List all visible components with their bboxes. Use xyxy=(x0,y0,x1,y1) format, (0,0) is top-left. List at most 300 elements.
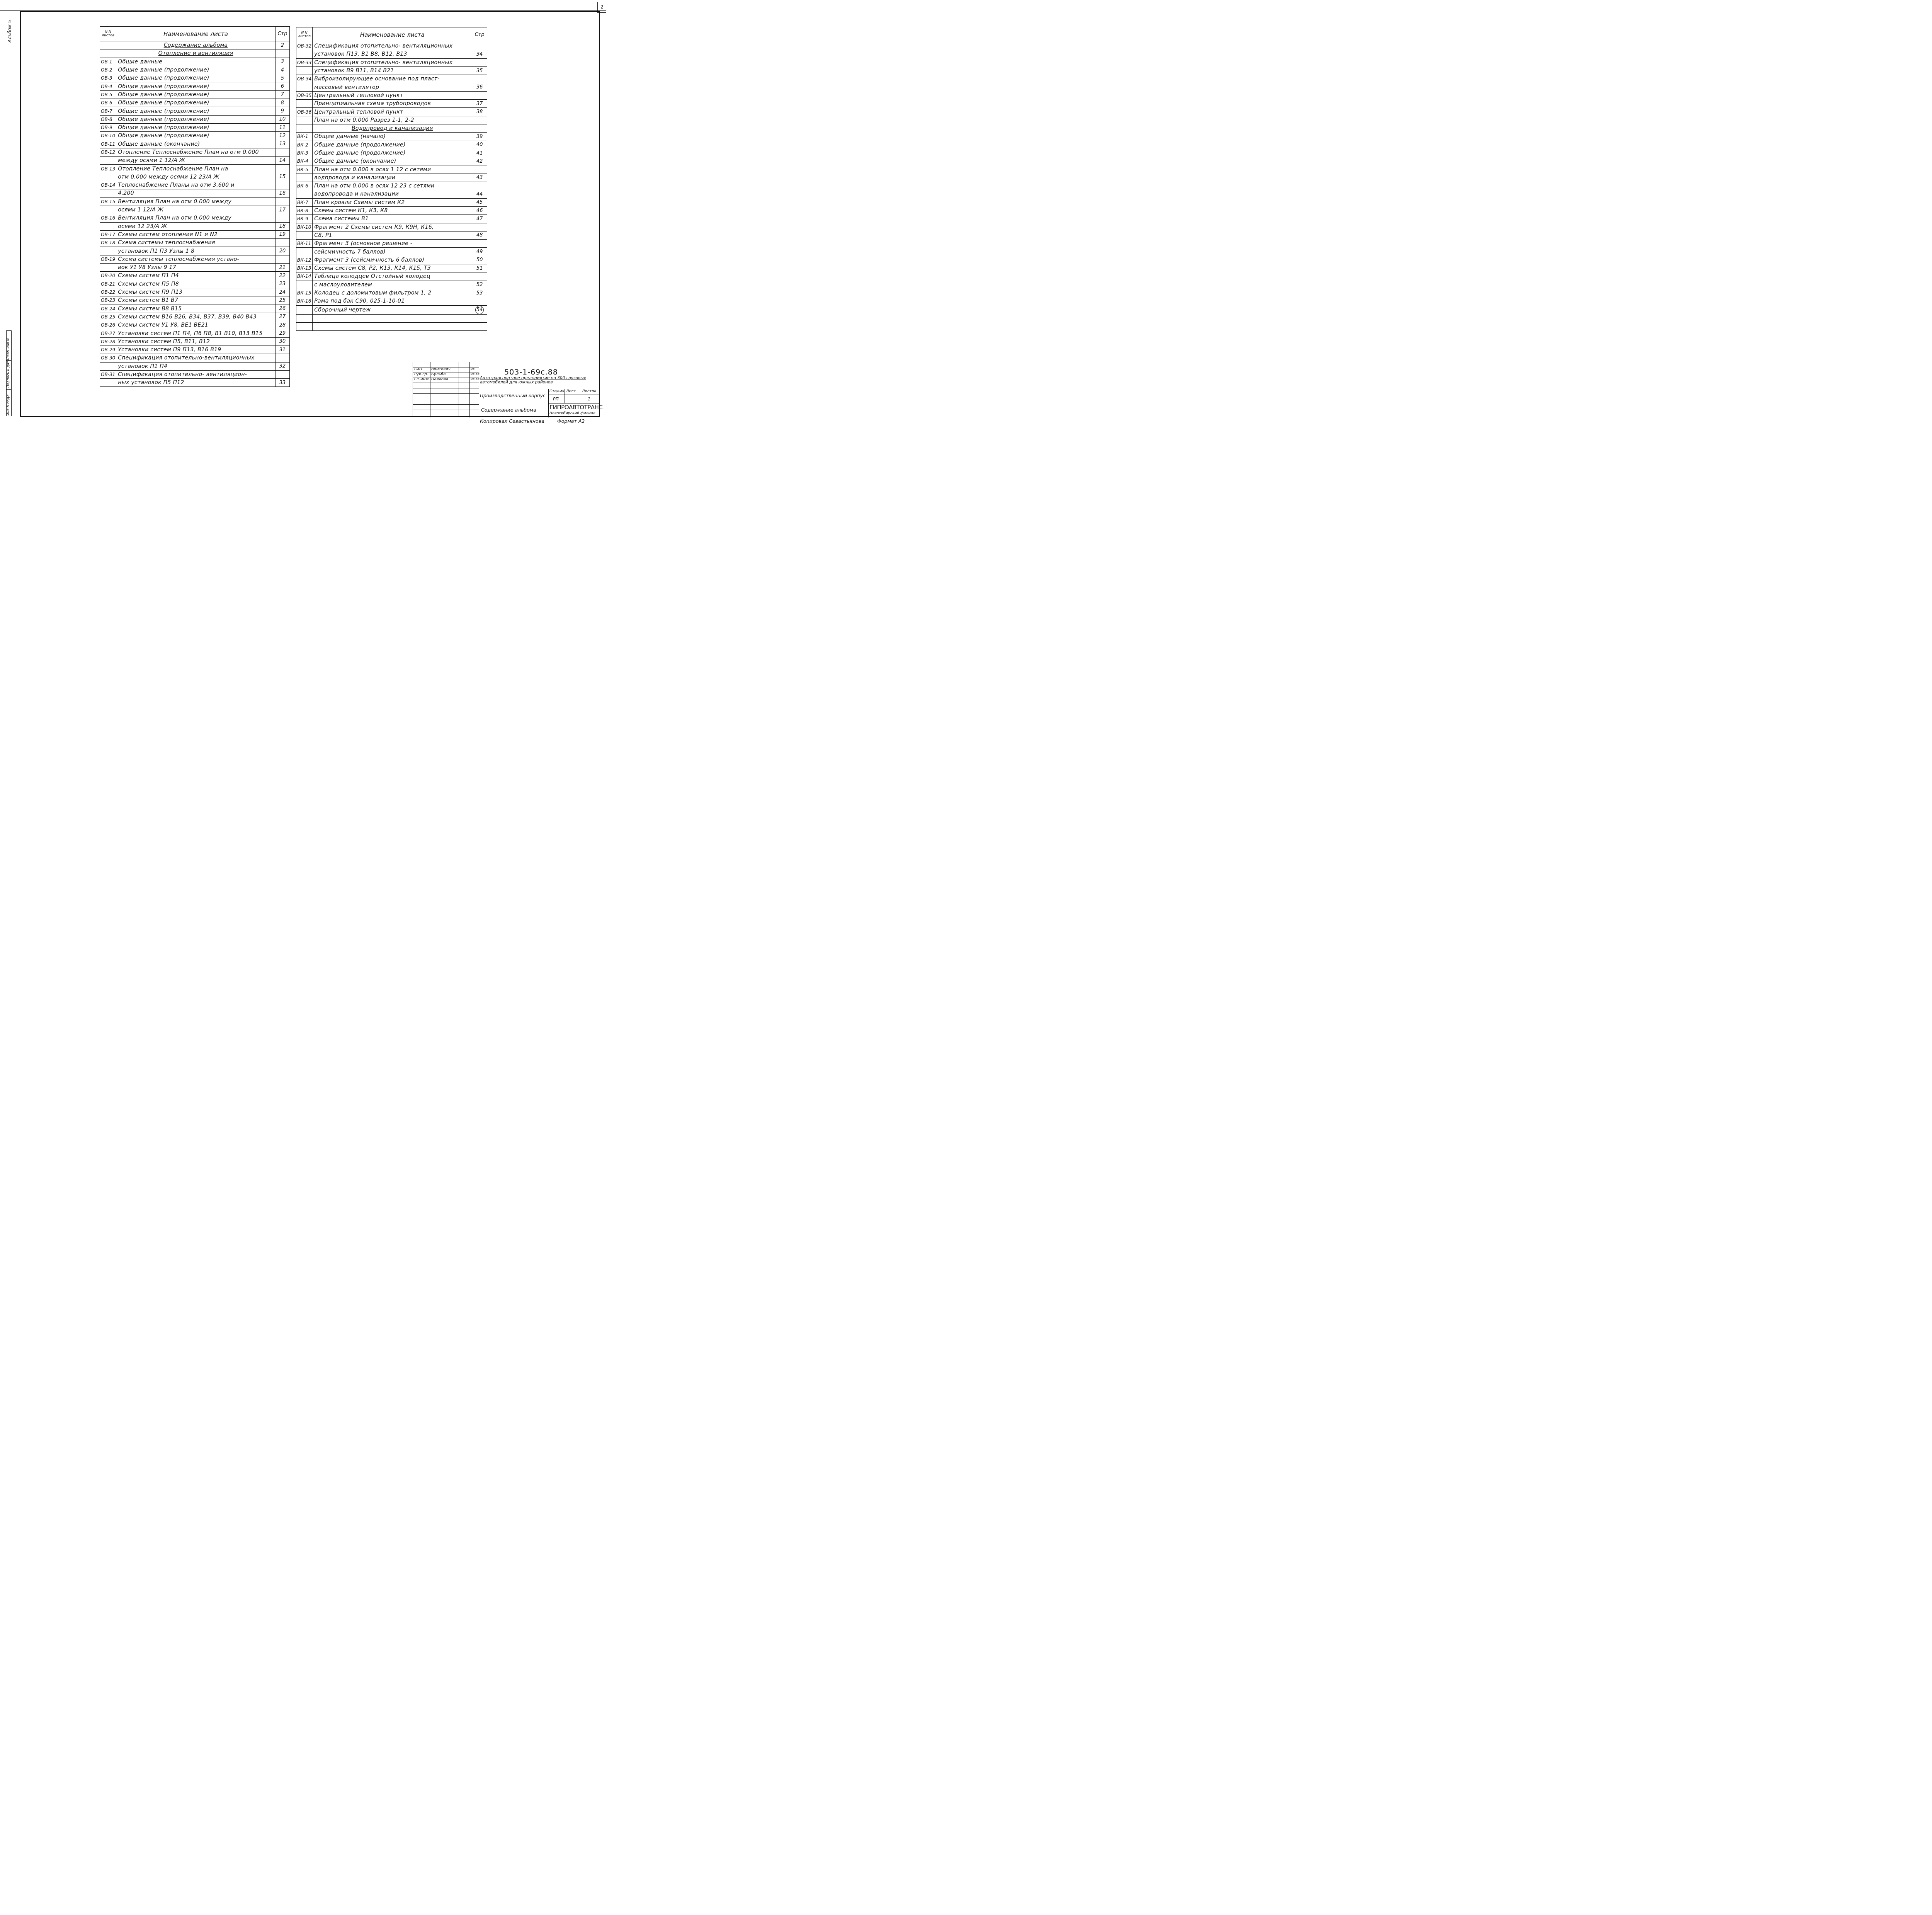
page-number-cell: 29 xyxy=(275,329,289,337)
sheet-code: ОВ-28 xyxy=(100,337,116,346)
sheet-code: ОВ-35 xyxy=(296,91,313,99)
sheet-name: Схема системы теплоснабжения устано- xyxy=(116,255,276,263)
sheet-code: ОВ-11 xyxy=(100,140,116,148)
page-number-cell: 37 xyxy=(472,100,487,108)
page-number-cell: 53 xyxy=(472,289,487,297)
table-row xyxy=(100,313,290,321)
page-number-cell: 19 xyxy=(275,230,289,238)
page-header: Стр xyxy=(472,27,487,42)
page-number-cell xyxy=(275,148,289,156)
table-row xyxy=(100,354,290,362)
sheet-name: Схемы систем В8 В15 xyxy=(116,305,276,313)
page-number-cell: 20 xyxy=(275,247,289,255)
sheet-code: ОВ-3 xyxy=(100,74,116,82)
page-number-cell xyxy=(275,214,289,222)
table-row xyxy=(100,115,290,123)
page-number-cell xyxy=(472,75,487,83)
sheet-name: Вентиляция План на отм 0.000 между xyxy=(116,214,276,222)
sheet-name: Центральный тепловой пункт xyxy=(313,91,472,99)
page-number-cell xyxy=(472,314,487,322)
table-row xyxy=(100,362,290,370)
table-row xyxy=(296,314,487,322)
sheet-code: ОВ-10 xyxy=(100,132,116,140)
table-row xyxy=(100,272,290,280)
role-rukgr: Рук.гр. xyxy=(414,372,428,376)
page-number-cell xyxy=(275,165,289,173)
page-number-cell: 22 xyxy=(275,272,289,280)
page-number-cell xyxy=(275,370,289,378)
page-number-cell xyxy=(472,322,487,330)
sheet-name xyxy=(313,314,472,322)
sheet-code: ВК-16 xyxy=(296,297,313,305)
table-row xyxy=(100,165,290,173)
sheet-name: Отопление Теплоснабжение План на отм 0.000 xyxy=(116,148,276,156)
sheet-code xyxy=(100,206,116,214)
page-number-cell: 5 xyxy=(275,74,289,82)
table-row xyxy=(296,91,487,99)
table-row xyxy=(296,223,487,231)
page-number-cell: 26 xyxy=(275,305,289,313)
album-label: Альбом 5 xyxy=(7,20,12,43)
page-number-cell xyxy=(472,240,487,248)
page-number-cell: 45 xyxy=(472,198,487,206)
sheet-name: План кровли Схемы систем К2 xyxy=(313,198,472,206)
table-row xyxy=(100,66,290,74)
table-row xyxy=(100,181,290,189)
table-row xyxy=(100,239,290,247)
table-row xyxy=(100,90,290,99)
page-number-cell xyxy=(472,182,487,190)
page-number-cell: 25 xyxy=(275,296,289,305)
sheet-code: ОВ-9 xyxy=(100,123,116,131)
sheet-code: ОВ-12 xyxy=(100,148,116,156)
page-number-cell: 40 xyxy=(472,141,487,149)
page-number: 2 xyxy=(600,4,604,10)
sheet-name: Схема системы теплоснабжения xyxy=(116,239,276,247)
circled-page-number: 54 xyxy=(475,306,484,314)
sheet-name: осями 1 12/А Ж xyxy=(116,206,276,214)
table-row xyxy=(100,337,290,346)
table-row xyxy=(296,240,487,248)
page-header: Стр xyxy=(275,27,289,41)
table-row xyxy=(100,197,290,206)
sheet-code: ОВ-31 xyxy=(100,370,116,378)
page-number-cell: 11 xyxy=(275,123,289,131)
table-row xyxy=(296,281,487,289)
sheet-code xyxy=(100,222,116,230)
sheet-name: 4.200 xyxy=(116,189,276,197)
sheet-name: Центральный тепловой пункт xyxy=(313,108,472,116)
sheet-name: сейсмичность 7 баллов) xyxy=(313,248,472,256)
sheet-code xyxy=(100,41,116,49)
page-number-cell xyxy=(472,297,487,305)
sheet-name: Рама под бак С90, 025-1-10-01 xyxy=(313,297,472,305)
sheet-name: с маслоуловителем xyxy=(313,281,472,289)
organization: ГИПРОАВТОТРАНС xyxy=(549,404,603,411)
table-row xyxy=(296,66,487,75)
sheet-name: водопровода и канализации xyxy=(313,190,472,198)
table-row xyxy=(296,190,487,198)
role-stinzh: Ст.инж xyxy=(414,377,429,381)
sheet-code: ОВ-33 xyxy=(296,58,313,66)
sheet-code: ОВ-17 xyxy=(100,230,116,238)
sheet-code: ОВ-16 xyxy=(100,214,116,222)
title-block xyxy=(413,362,603,417)
page-number-cell: 32 xyxy=(275,362,289,370)
table-row xyxy=(100,379,290,387)
table-row xyxy=(100,230,290,238)
sheet-name: Общие данные (продолжение) xyxy=(116,66,276,74)
page-number-cell xyxy=(472,42,487,50)
table-row xyxy=(100,255,290,263)
page-number-cell xyxy=(275,255,289,263)
table-row xyxy=(296,215,487,223)
page-number-cell: 21 xyxy=(275,264,289,272)
page-number-cell: 16 xyxy=(275,189,289,197)
sheet-title: Содержание альбома xyxy=(481,407,536,413)
page-number-cell: 39 xyxy=(472,133,487,141)
sheet-name: Схемы систем В1 В7 xyxy=(116,296,276,305)
sheet-code: ВК-2 xyxy=(296,141,313,149)
sheet-code: ОВ-8 xyxy=(100,115,116,123)
sheet-code: ВК-12 xyxy=(296,256,313,264)
sheet-code xyxy=(296,231,313,239)
tb-rule xyxy=(413,393,479,394)
table-row xyxy=(296,231,487,239)
table-row xyxy=(100,140,290,148)
table-row xyxy=(296,206,487,214)
page-number-cell: 4 xyxy=(275,66,289,74)
sheet-code xyxy=(100,49,116,58)
branch: Новосибирский филиал xyxy=(549,411,595,415)
tb-rule xyxy=(469,362,470,417)
sheet-name: Схемы систем К1, К3, К8 xyxy=(313,206,472,214)
sheet-name: установок В9 В11, В14 В21 xyxy=(313,66,472,75)
table-row xyxy=(296,272,487,281)
table-row xyxy=(100,288,290,296)
table-row xyxy=(100,74,290,82)
sheet-name: Теплоснабжение Планы на отм 3.600 и xyxy=(116,181,276,189)
sheet-code: ОВ-4 xyxy=(100,82,116,90)
sheet-name: Сборочный чертеж xyxy=(313,305,472,314)
sheet-code: ВК-10 xyxy=(296,223,313,231)
table-row xyxy=(296,248,487,256)
sheet-name: Фрагмент 3 (сейсмичность 6 баллов) xyxy=(313,256,472,264)
sheet-name: Общие данные (продолжение) xyxy=(116,74,276,82)
table-row xyxy=(100,82,290,90)
sheet-name: Колодец с доломитовым фильтром 1, 2 xyxy=(313,289,472,297)
sheet-code xyxy=(100,264,116,272)
sheet-code: ВК-11 xyxy=(296,240,313,248)
sheet-code: ОВ-15 xyxy=(100,197,116,206)
sheet-code: ОВ-21 xyxy=(100,280,116,288)
project-title: Автотранспортное предприятие на 300 грузовых автомобилей для южных районов xyxy=(480,376,586,385)
sheet-code xyxy=(100,189,116,197)
page-number-cell: 24 xyxy=(275,288,289,296)
table-row xyxy=(296,182,487,190)
sheet-name: Схемы систем П5 П8 xyxy=(116,280,276,288)
sheet-name: Установки систем П9 П13, В16 В19 xyxy=(116,346,276,354)
sheet-code: ОВ-36 xyxy=(296,108,313,116)
sheet-code: ОВ-7 xyxy=(100,107,116,115)
sheet-name: Вентиляция План на отм 0.000 между xyxy=(116,197,276,206)
sheet-code xyxy=(100,362,116,370)
sheet-code xyxy=(100,247,116,255)
sheet-code xyxy=(296,305,313,314)
page-number-cell: 27 xyxy=(275,313,289,321)
nn-header: N N листов xyxy=(100,27,116,41)
page-number-cell: 34 xyxy=(472,50,487,58)
sheet-name: Спецификация отопительно- вентиляцион- xyxy=(116,370,276,378)
sheet-code: ОВ-1 xyxy=(100,58,116,66)
page-number-cell: 42 xyxy=(472,157,487,165)
nn-header: N N листов xyxy=(296,27,313,42)
page-number-cell xyxy=(472,165,487,174)
sheet-name: Общие данные (продолжение) xyxy=(116,132,276,140)
stage-header: Стадия xyxy=(549,389,565,393)
sheet-name: Общие данные (продолжение) xyxy=(313,141,472,149)
sheet-code: ВК-15 xyxy=(296,289,313,297)
sheet-name: Схемы систем отопления N1 и N2 xyxy=(116,230,276,238)
sheet-name: установок П13, В1 В8, В12, В13 xyxy=(313,50,472,58)
page-number-cell: 23 xyxy=(275,280,289,288)
copied-by: Копировал Севастьянова xyxy=(480,418,544,424)
table-row xyxy=(296,256,487,264)
table-row xyxy=(296,297,487,305)
table-row xyxy=(100,157,290,165)
sheet-code xyxy=(100,173,116,181)
format-label: Формат А2 xyxy=(557,418,585,424)
sheet-name xyxy=(313,124,472,132)
page-number-cell: 43 xyxy=(472,174,487,182)
sheet-name: Общие данные (окончание) xyxy=(116,140,276,148)
sheet-code: ОВ-18 xyxy=(100,239,116,247)
table-row xyxy=(100,148,290,156)
table-row xyxy=(100,346,290,354)
page-number-cell: 36 xyxy=(472,83,487,91)
sheet-code xyxy=(296,124,313,132)
page-number-cell: 8 xyxy=(275,99,289,107)
sheet-name: Фрагмент 3 (основное решение - xyxy=(313,240,472,248)
sheet-code xyxy=(100,379,116,387)
table-row xyxy=(100,305,290,313)
sheet-name: План на отм 0.000 в осях 12 23 с сетями xyxy=(313,182,472,190)
sheet-code: ОВ-23 xyxy=(100,296,116,305)
section-title: Отопление и вентиляция xyxy=(158,50,233,57)
page-number-cell: 13 xyxy=(275,140,289,148)
sheet-name: Установки систем П5, В11, В12 xyxy=(116,337,276,346)
sheet-name: Общие данные (продолжение) xyxy=(116,82,276,90)
name-stinzh: Павлова xyxy=(431,377,449,381)
sheet-name: Установки систем П1 П4, П6 П8, В1 В10, В13 В15 xyxy=(116,329,276,337)
page-number-cell: 31 xyxy=(275,346,289,354)
sheet-name: Спецификация отопительно- вентиляционных xyxy=(313,58,472,66)
page-number-cell xyxy=(472,58,487,66)
date-gip: 08 xyxy=(471,367,475,371)
table-row xyxy=(296,116,487,124)
sheet-name: Схемы систем У1 У8, ВЕ1 ВЕ21 xyxy=(116,321,276,329)
page-number-cell xyxy=(472,305,487,314)
page-number-cell: 35 xyxy=(472,66,487,75)
table-row xyxy=(296,289,487,297)
page-number-cell: 18 xyxy=(275,222,289,230)
page-number-cell xyxy=(275,354,289,362)
table-row xyxy=(296,124,487,132)
sheet-name: водпровода и канализации xyxy=(313,174,472,182)
table-row xyxy=(296,42,487,50)
sheet-name: Общие данные (продолжение) xyxy=(116,99,276,107)
page-number-cell: 9 xyxy=(275,107,289,115)
page-number-cell: 48 xyxy=(472,231,487,239)
sheet-code: ОВ-27 xyxy=(100,329,116,337)
sheet-code xyxy=(296,190,313,198)
page-number-cell xyxy=(472,124,487,132)
tb-rule xyxy=(548,389,549,417)
contents-table-left xyxy=(100,26,290,387)
page-number-cell: 44 xyxy=(472,190,487,198)
sheet-name: Таблица колодцев Отстойный колодец xyxy=(313,272,472,281)
page-number-cell: 3 xyxy=(275,58,289,66)
sheet-name: отм 0.000 между осями 12 23/А Ж xyxy=(116,173,276,181)
sheet-code: ВК-8 xyxy=(296,206,313,214)
page-number-cell: 14 xyxy=(275,157,289,165)
sheet-name: Общие данные (окончание) xyxy=(313,157,472,165)
sheet-name: План на отм 0.000 в осях 1 12 с сетями xyxy=(313,165,472,174)
sheet-code: ОВ-2 xyxy=(100,66,116,74)
table-row xyxy=(296,50,487,58)
role-gip: ГИП xyxy=(414,367,422,371)
table-row xyxy=(296,75,487,83)
page-number-cell xyxy=(275,239,289,247)
sheet-code: ОВ-22 xyxy=(100,288,116,296)
contents-left-body xyxy=(100,41,290,387)
name-header: Наименование листа xyxy=(116,27,276,41)
sheet-code: ОВ-19 xyxy=(100,255,116,263)
page-number-cell xyxy=(275,197,289,206)
table-row xyxy=(296,58,487,66)
replaced-inv-label: Взам инв N xyxy=(7,338,10,359)
sheet-name: Общие данные (продолжение) xyxy=(313,149,472,157)
sheet-name: массовый вентилятор xyxy=(313,83,472,91)
table-row xyxy=(100,214,290,222)
sheet-name: осями 12 23/А Ж xyxy=(116,222,276,230)
sheet-name: Схема системы В1 xyxy=(313,215,472,223)
document-number: 503-1-69с.88 xyxy=(504,368,558,376)
page-number-cell: 17 xyxy=(275,206,289,214)
sheet-code: ОВ-13 xyxy=(100,165,116,173)
table-row xyxy=(100,329,290,337)
sheet-code xyxy=(296,248,313,256)
page-number-cell: 15 xyxy=(275,173,289,181)
sheet-name: Схемы систем П1 П4 xyxy=(116,272,276,280)
sheet-name: между осями 1 12/А Ж xyxy=(116,157,276,165)
sheet-code: ОВ-25 xyxy=(100,313,116,321)
sheet-code: ОВ-29 xyxy=(100,346,116,354)
sheet-code: ОВ-20 xyxy=(100,272,116,280)
sheet-code xyxy=(296,50,313,58)
sheet-name: Общие данные (продолжение) xyxy=(116,115,276,123)
contents-right-body xyxy=(296,42,487,331)
sheet-code: ВК-14 xyxy=(296,272,313,281)
sheet-code: ВК-13 xyxy=(296,264,313,272)
sheet-code: ОВ-14 xyxy=(100,181,116,189)
sheet-code xyxy=(100,157,116,165)
table-row xyxy=(296,108,487,116)
section-title: Водопровод и канализация xyxy=(351,125,433,132)
sheet-name: Схемы систем В16 В26, В34, В37, В39, В40 В43 xyxy=(116,313,276,321)
table-row xyxy=(100,321,290,329)
sheet-code: ВК-5 xyxy=(296,165,313,174)
table-row xyxy=(100,58,290,66)
sheet-name: Схемы систем С8, Р2, К13, К14, К15, Т3 xyxy=(313,264,472,272)
sheet-code: ОВ-34 xyxy=(296,75,313,83)
page-number-cell: 46 xyxy=(472,206,487,214)
page-number-cell: 52 xyxy=(472,281,487,289)
tb-rule xyxy=(413,404,479,405)
page-number-cell xyxy=(472,272,487,281)
page-number-cell: 33 xyxy=(275,379,289,387)
sheet-name: Спецификация отопительно-вентиляционных xyxy=(116,354,276,362)
sheet-name xyxy=(313,322,472,330)
sheet-code: ОВ-6 xyxy=(100,99,116,107)
page-number-cell xyxy=(472,116,487,124)
page-number-cell xyxy=(275,49,289,58)
sheet-name: Принципиальная схема трубопроводов xyxy=(313,100,472,108)
sheet-code: ОВ-26 xyxy=(100,321,116,329)
table-row xyxy=(100,107,290,115)
table-row xyxy=(100,173,290,181)
table-row xyxy=(296,133,487,141)
sheet-code xyxy=(296,314,313,322)
table-row xyxy=(100,99,290,107)
page-number-cell: 2 xyxy=(275,41,289,49)
sheet-name: С8, Р1 xyxy=(313,231,472,239)
sheet-name: Общие данные (начало) xyxy=(313,133,472,141)
top-trim-line xyxy=(0,10,606,11)
sheet-name: Отопление Теплоснабжение План на xyxy=(116,165,276,173)
sheet-code: ВК-7 xyxy=(296,198,313,206)
page-number-cell: 49 xyxy=(472,248,487,256)
sheet-name: План на отм 0.000 Разрез 1-1, 2-2 xyxy=(313,116,472,124)
table-row xyxy=(100,49,290,58)
sheet-code xyxy=(296,116,313,124)
sheet-name: установок П1 П3 Узлы 1 8 xyxy=(116,247,276,255)
sheet-code: ВК-1 xyxy=(296,133,313,141)
sheet-code: ВК-3 xyxy=(296,149,313,157)
table-row xyxy=(100,222,290,230)
page-number-cell: 41 xyxy=(472,149,487,157)
section-title: Содержание альбома xyxy=(163,42,228,49)
table-row xyxy=(296,100,487,108)
sheet-name: Схемы систем П9 П13 xyxy=(116,288,276,296)
table-row xyxy=(296,149,487,157)
sheets-header: Листов xyxy=(582,389,597,393)
date-rukgr: 08 88 xyxy=(471,372,480,376)
table-row xyxy=(296,264,487,272)
sheet-code: ВК-9 xyxy=(296,215,313,223)
table-row xyxy=(100,41,290,49)
table-row xyxy=(296,83,487,91)
page-number-cell: 28 xyxy=(275,321,289,329)
table-row xyxy=(296,157,487,165)
sheet-code xyxy=(296,100,313,108)
table-row xyxy=(296,174,487,182)
sheet-name: Общие данные (продолжение) xyxy=(116,90,276,99)
sheet-header: Лист xyxy=(566,389,576,393)
page-number-cell: 7 xyxy=(275,90,289,99)
page-number-cell: 38 xyxy=(472,108,487,116)
sheet-name: установок П1 П4 xyxy=(116,362,276,370)
